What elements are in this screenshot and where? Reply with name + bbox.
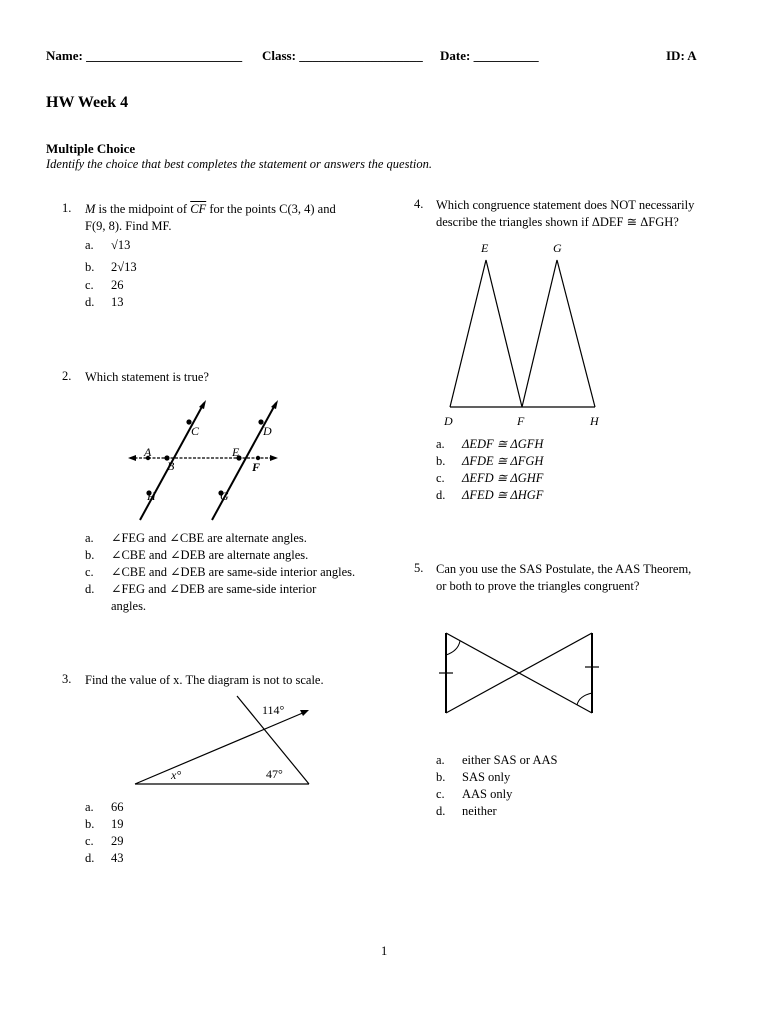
date-field: Date: __________ (440, 48, 539, 63)
q5-text-line2: or both to prove the triangles congruent? (436, 579, 640, 593)
q5-choice-b: b. SAS only (436, 770, 511, 784)
q4-text-line2: describe the triangles shown if ΔDEF ≅ ΔFGH? (436, 215, 679, 229)
q2-label-c: C (191, 424, 200, 438)
page-number: 1 (381, 944, 388, 958)
q4-label-h: H (590, 414, 599, 428)
id-label: ID: A (666, 48, 697, 63)
section-instructions: Identify the choice that best completes the statement or answers the question. (46, 157, 433, 171)
q5-bowtie-diagram (436, 625, 606, 720)
q3-choice-b: b. 19 (85, 817, 124, 831)
q4-label-e: E (481, 241, 489, 255)
q4-number: 4. (414, 197, 424, 211)
q2-label-e: E (232, 445, 240, 459)
q4-choice-b: b. ΔFDE ≅ ΔFGH (436, 454, 544, 468)
q4-text (436, 197, 694, 231)
q2-label-d: D (263, 424, 272, 438)
q5-text-line1: Can you use the SAS Postulate, the AAS Theorem, (436, 562, 692, 576)
q1-choice-c: c. 26 (85, 278, 124, 292)
q2-number: 2. (62, 369, 72, 383)
q2-text: Which statement is true? (85, 370, 209, 384)
q4-triangles-diagram (440, 240, 610, 430)
q1-text-post: for the points C(3, 4) and (206, 202, 336, 216)
q3-label-x: x° (171, 768, 182, 782)
q1-choice-a: a. √13 (85, 238, 131, 252)
name-field: Name: ________________________ (46, 48, 243, 63)
q2-choice-a: a. ∠FEG and ∠CBE are alternate angles. (85, 531, 307, 545)
q2-label-g: G (220, 489, 229, 503)
q3-text: Find the value of x. The diagram is not to scale. (85, 673, 324, 687)
q1-number: 1. (62, 201, 72, 215)
q4-label-f: F (517, 414, 525, 428)
section-heading: Multiple Choice (46, 141, 136, 156)
q2-choice-b: b. ∠CBE and ∠DEB are alternate angles. (85, 548, 309, 562)
q2-label-f: F (252, 460, 261, 474)
q2-choice-d-cont: angles. (111, 599, 147, 613)
q5-number: 5. (414, 561, 424, 575)
q4-label-d: D (444, 414, 453, 428)
q2-label-b: B (167, 459, 175, 473)
q3-choice-c: c. 29 (85, 834, 124, 848)
q3-triangle-diagram (125, 690, 325, 790)
q1-segment: $\overline{CF}$ (190, 202, 207, 216)
q1-text (85, 201, 336, 235)
q3-label-47: 47° (266, 767, 283, 781)
q5-choice-a: a. either SAS or AAS (436, 753, 558, 767)
q4-choice-a: a. ΔEDF ≅ ΔGFH (436, 437, 544, 451)
q4-choice-c: c. ΔEFD ≅ ΔGHF (436, 471, 544, 485)
q5-choice-d: d. neither (436, 804, 497, 818)
q2-label-h: H (147, 489, 156, 503)
q4-label-g: G (553, 241, 562, 255)
q1-choice-d: d. 13 (85, 295, 124, 309)
class-field: Class: ___________________ (262, 48, 423, 63)
q2-label-a: A (144, 445, 152, 459)
q3-number: 3. (62, 672, 72, 686)
q1-var-m: M (85, 202, 96, 216)
q5-text (436, 561, 691, 595)
q2-choice-d: d. ∠FEG and ∠DEB are same-side interior (85, 582, 317, 596)
q3-choice-a: a. 66 (85, 800, 124, 814)
q3-choice-d: d. 43 (85, 851, 124, 865)
q4-text-line1: Which congruence statement does NOT necessarily (436, 198, 695, 212)
q4-choice-d: d. ΔFED ≅ ΔHGF (436, 488, 544, 502)
q1-text-line2: F(9, 8). Find MF. (85, 219, 172, 233)
q5-choice-c: c. AAS only (436, 787, 513, 801)
q1-text-mid: is the midpoint of (95, 202, 191, 216)
q2-choice-c: c. ∠CBE and ∠DEB are same-side interior angles. (85, 565, 356, 579)
q1-choice-b: b. 2√13 (85, 260, 137, 274)
page-title: HW Week 4 (46, 94, 129, 111)
q3-label-114: 114° (262, 703, 285, 717)
q2-parallel-lines-diagram (120, 395, 280, 525)
